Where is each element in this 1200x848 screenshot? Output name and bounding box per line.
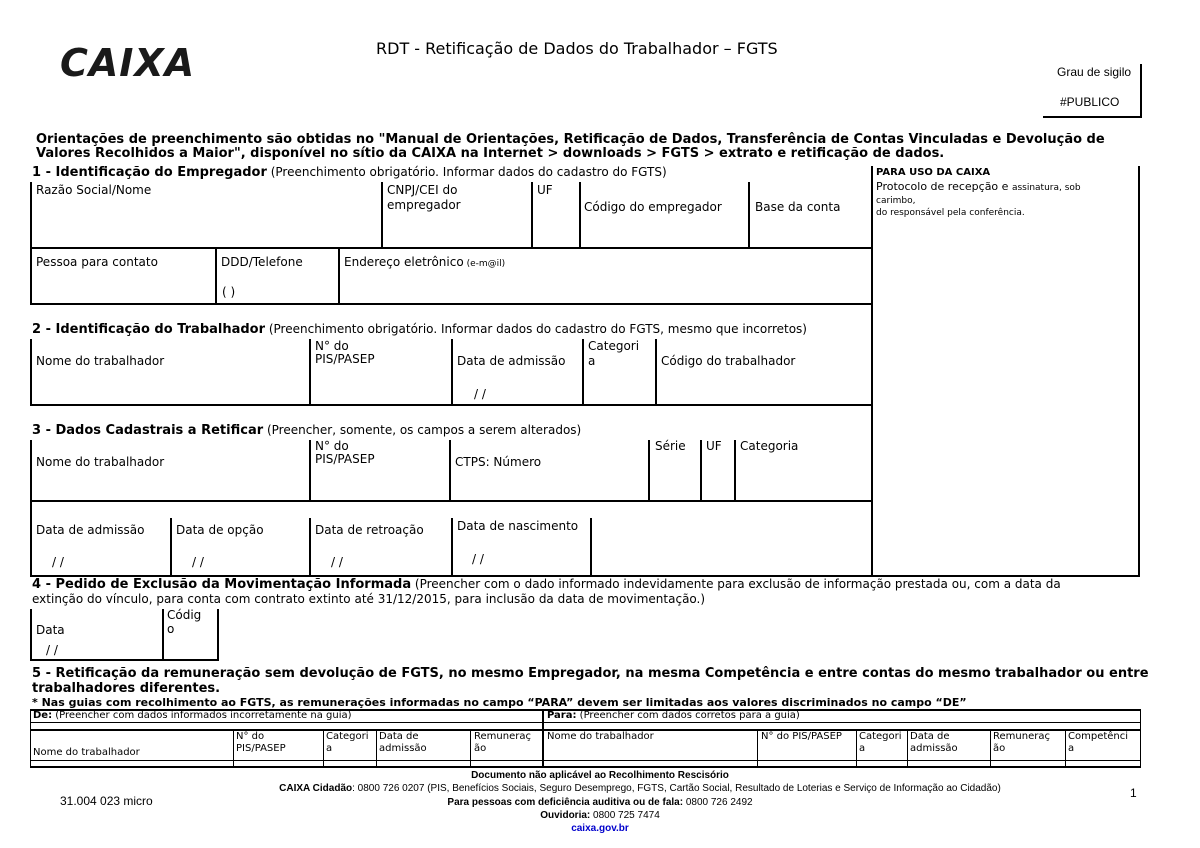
section-5-line-2: trabalhadores diferentes. xyxy=(32,681,221,696)
ddd-parentheses: ( ) xyxy=(222,285,236,299)
codigo-empregador-field[interactable]: Código do empregador xyxy=(584,200,722,214)
s3-pis-label-2: PIS/PASEP xyxy=(315,452,375,466)
section-3-title: 3 - Dados Cadastrais a Retificar (Preencher, somente, os campos a serem alterados) xyxy=(32,423,582,438)
s3-div-categoria xyxy=(734,440,736,501)
s4-codigo-label-2: o xyxy=(167,622,175,636)
s4-codigo-label-1[interactable]: Códig xyxy=(167,608,202,622)
s3-date-mask-retroacao: / / xyxy=(331,555,343,569)
s1-div-codigo xyxy=(579,182,581,248)
para-col-categoria-1[interactable]: Categori xyxy=(859,731,902,742)
caixa-logo xyxy=(58,40,208,82)
sigilo-value: #PUBLICO xyxy=(1060,95,1120,109)
s3-date-mask-admissao: / / xyxy=(52,555,64,569)
para-col-admissao-2: admissão xyxy=(910,743,958,754)
de-col-admissao-2: admissão xyxy=(379,743,427,754)
s3-ctps-field[interactable]: CTPS: Número xyxy=(455,455,542,469)
s2-data-admissao-field[interactable]: Data de admissão xyxy=(457,354,566,368)
s5-left-border xyxy=(30,709,31,767)
s5-table-header-bottom xyxy=(30,722,1141,723)
para-col-div-1 xyxy=(757,729,758,767)
footer-line-2: CAIXA Cidadão: 0800 726 0207 (PIS, Benefícios Sociais, Seguro Desemprego, FGTS, Cartão Social, Resultado de Loterias e Serviço de Informação ao Cidadão) xyxy=(279,783,1001,794)
s1-left-border xyxy=(30,182,32,304)
sigilo-border xyxy=(1140,64,1142,118)
sigilo-underline xyxy=(1043,116,1142,118)
s2-pis-label-2: PIS/PASEP xyxy=(315,352,375,366)
section-4-line-2: extinção do vínculo, para conta com contrato extinto até 31/12/2015, para inclusão da data de movimentação.) xyxy=(32,592,706,606)
para-col-nome[interactable]: Nome do trabalhador xyxy=(547,731,654,742)
pessoa-contato-field[interactable]: Pessoa para contato xyxy=(36,255,158,269)
s3-categoria-field[interactable]: Categoria xyxy=(740,439,799,453)
de-col-pis-2: PIS/PASEP xyxy=(236,743,286,754)
para-col-div-2 xyxy=(856,729,857,767)
s3-div-retroacao xyxy=(309,518,311,576)
s3-uf-field[interactable]: UF xyxy=(706,439,722,453)
s5-right-border xyxy=(1140,709,1141,767)
s1-div-cnpj xyxy=(381,182,383,248)
footer-line-3: Para pessoas com deficiência auditiva ou de fala: 0800 726 2492 xyxy=(447,797,753,808)
caixa-box-line-1: Protocolo de recepção e assinatura, sob xyxy=(876,180,1081,193)
s5-table-bottom xyxy=(30,766,1141,768)
s3-div-opcao xyxy=(170,518,172,576)
de-col-div-4 xyxy=(470,729,471,767)
s2-div-admissao xyxy=(451,339,453,405)
s3-data-admissao-field[interactable]: Data de admissão xyxy=(36,523,145,537)
s2-date-mask: / / xyxy=(474,387,486,401)
cnpj-field-label-2: empregador xyxy=(387,198,461,212)
para-col-div-3 xyxy=(907,729,908,767)
s3-left-border xyxy=(30,440,32,576)
s3-date-mask-opcao: / / xyxy=(192,555,204,569)
para-col-admissao-1[interactable]: Data de xyxy=(910,731,950,742)
s4-div-codigo xyxy=(162,609,164,660)
s3-date-mask-nascimento: / / xyxy=(472,552,484,566)
para-col-div-5 xyxy=(1065,729,1066,767)
s1-div-uf xyxy=(531,182,533,248)
para-col-div-4 xyxy=(990,729,991,767)
s2-pis-label-1[interactable]: N° do xyxy=(315,339,349,353)
razao-social-field[interactable]: Razão Social/Nome xyxy=(36,183,152,197)
intro-line-2: Valores Recolhidos a Maior", disponível no sítio da CAIXA na Internet > downloads > FGTS > extrato e retificação de dados. xyxy=(36,146,945,161)
caixa-box-line-2: carimbo, xyxy=(876,196,916,206)
s3-div-nascimento-end xyxy=(590,518,592,576)
s3-div-pis xyxy=(309,440,311,501)
s3-div-serie xyxy=(648,440,650,501)
s2-bottom xyxy=(30,404,872,406)
s5-de-para-divider xyxy=(542,709,544,767)
de-col-nome[interactable]: Nome do trabalhador xyxy=(33,747,140,758)
footer-website-link[interactable]: caixa.gov.br xyxy=(571,823,629,834)
s5-table-cols-bottom xyxy=(30,760,1141,761)
s3-data-nascimento-field[interactable]: Data de nascimento xyxy=(457,519,579,533)
s3-div-uf xyxy=(700,440,702,501)
s4-right-border xyxy=(217,609,219,660)
email-field[interactable]: Endereço eletrônico (e-m@il) xyxy=(344,255,506,269)
s4-date-mask: / / xyxy=(46,643,58,657)
s3-row-1-bottom xyxy=(30,500,872,502)
de-col-div-2 xyxy=(323,729,324,767)
para-col-categoria-2: a xyxy=(859,743,866,754)
s2-codigo-trabalhador-field[interactable]: Código do trabalhador xyxy=(661,354,796,368)
s1-div-ddd xyxy=(215,248,217,304)
para-col-pis[interactable]: N° do PIS/PASEP xyxy=(761,731,842,742)
page-title: RDT - Retificação de Dados do Trabalhador – FGTS xyxy=(376,39,778,58)
caixa-box-title: PARA USO DA CAIXA xyxy=(876,167,991,178)
sigilo-label: Grau de sigilo xyxy=(1057,65,1132,79)
cnpj-field-label-1[interactable]: CNPJ/CEI do xyxy=(387,183,458,197)
s2-div-categoria xyxy=(582,339,584,405)
section-5-line-1: 5 - Retificação da remuneração sem devolução de FGTS, no mesmo Empregador, na mesma Competência e entre contas do mesmo trabalhador ou entre xyxy=(32,666,1149,681)
section-5-note: * Nas guias com recolhimento ao FGTS, as remunerações informadas no campo “PARA” devem ser limitadas aos valores discriminados no campo “DE” xyxy=(32,696,967,709)
s4-data-field[interactable]: Data xyxy=(36,623,65,637)
section-2-title: 2 - Identificação do Trabalhador (Preenchimento obrigatório. Informar dados do cadastro do FGTS, mesmo que incorretos) xyxy=(32,322,807,337)
s1-div-base xyxy=(748,182,750,248)
s2-div-codigo xyxy=(655,339,657,405)
s4-bottom xyxy=(30,659,219,661)
form-code: 31.004 023 micro xyxy=(60,794,153,808)
section-4-title: 4 - Pedido de Exclusão da Movimentação Informada (Preencher com o dado informado indevidamente para exclusão de informação prestada ou, com a data da xyxy=(32,577,1061,592)
s2-div-pis xyxy=(309,339,311,405)
de-col-pis-1[interactable]: N° do xyxy=(236,731,265,742)
s3-pis-label-1[interactable]: N° do xyxy=(315,439,349,453)
base-conta-field[interactable]: Base da conta xyxy=(755,200,841,214)
caixa-box-line-3: do responsável pela conferência. xyxy=(876,208,1025,218)
de-col-categoria-2: a xyxy=(326,743,333,754)
s3-data-opcao-field[interactable]: Data de opção xyxy=(176,523,264,537)
svg-text:CAIXA: CAIXA xyxy=(60,41,196,82)
ddd-telefone-field[interactable]: DDD/Telefone xyxy=(221,255,303,269)
s2-left-border xyxy=(30,339,32,405)
caixa-box-left-border xyxy=(871,166,873,576)
section-1-title: 1 - Identificação do Empregador (Preenchimento obrigatório. Informar dados do cadastro do FGTS) xyxy=(32,165,667,180)
s3-serie-field[interactable]: Série xyxy=(655,439,686,453)
de-col-div-3 xyxy=(376,729,377,767)
de-col-admissao-1[interactable]: Data de xyxy=(379,731,419,742)
para-col-remuneracao-2: ão xyxy=(993,743,1006,754)
s3-data-retroacao-field[interactable]: Data de retroação xyxy=(315,523,424,537)
para-col-competencia-1[interactable]: Competênci xyxy=(1068,731,1129,742)
footer-line-1: Documento não aplicável ao Recolhimento Rescisório xyxy=(471,770,729,781)
s1-row-2-bottom xyxy=(30,303,872,305)
para-col-remuneracao-1[interactable]: Remuneraç xyxy=(993,731,1050,742)
s2-categoria-label-2: a xyxy=(588,354,596,368)
s3-div-ctps xyxy=(449,440,451,501)
footer-line-4: Ouvidoria: 0800 725 7474 xyxy=(540,810,660,821)
de-header: De: (Preencher com dados informados incorretamente na guia) xyxy=(33,710,352,721)
page-number: 1 xyxy=(1130,786,1137,800)
s1-div-email xyxy=(338,248,340,304)
s1-row-1-bottom xyxy=(30,247,872,249)
intro-line-1: Orientações de preenchimento são obtidas no "Manual de Orientações, Retificação de Dados, Transferência de Contas Vinculadas e Devolução de xyxy=(36,132,1105,147)
s3-nome-trabalhador-field[interactable]: Nome do trabalhador xyxy=(36,455,165,469)
de-col-div-1 xyxy=(233,729,234,767)
de-col-remuneracao-2: ão xyxy=(474,743,487,754)
uf-field[interactable]: UF xyxy=(537,183,553,197)
de-col-categoria-1[interactable]: Categori xyxy=(326,731,369,742)
caixa-box-right-border xyxy=(1138,166,1140,576)
de-col-remuneracao-1[interactable]: Remuneraç xyxy=(474,731,531,742)
s2-nome-trabalhador-field[interactable]: Nome do trabalhador xyxy=(36,354,165,368)
s2-categoria-label-1[interactable]: Categori xyxy=(588,339,640,353)
para-header: Para: (Preencher com dados corretos para a guia) xyxy=(547,710,800,721)
s3-div-nascimento xyxy=(451,518,453,576)
para-col-competencia-2: a xyxy=(1068,743,1075,754)
s4-left-border xyxy=(30,609,32,660)
